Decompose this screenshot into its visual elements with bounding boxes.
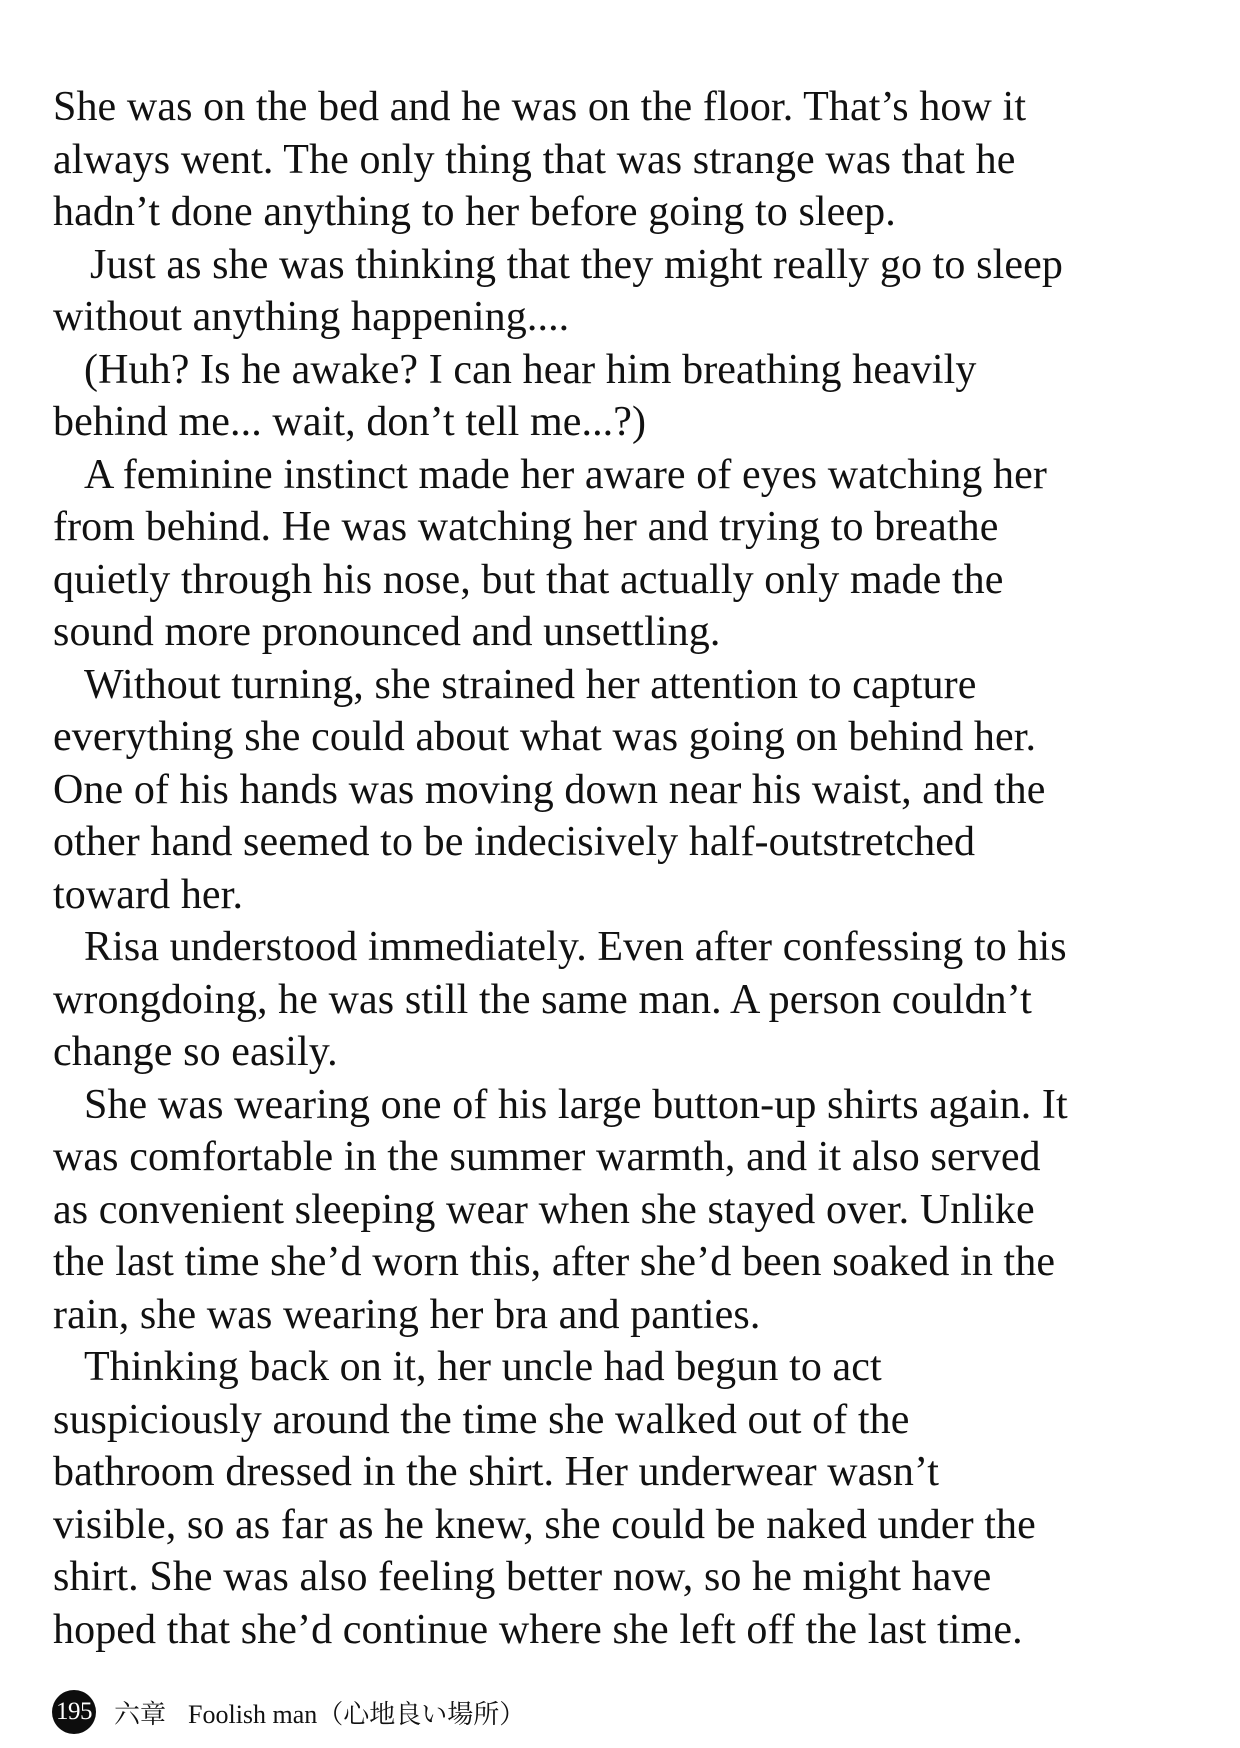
text-line: as convenient sleeping wear when she stayed over. Unlike [53, 1186, 1035, 1233]
text-line: behind me... wait, don’t tell me...?) [53, 399, 647, 445]
text-line: Thinking back on it, her uncle had begun to act [84, 1344, 882, 1390]
text-line: Risa understood immediately. Even after confessing to his [84, 924, 1067, 970]
chapter-label: 六章 [114, 1699, 167, 1729]
text-line: the last time she’d worn this, after she’d been soaked in the [53, 1239, 1056, 1285]
paragraph [53, 449, 1213, 659]
text-line: Without turning, she strained her attention to capture [84, 661, 977, 708]
paragraph [53, 344, 1213, 449]
paragraph [53, 239, 1213, 344]
text-line: quietly through his nose, but that actually only made the [53, 556, 1004, 603]
paragraph [53, 1341, 1213, 1656]
text-line: Just as she was thinking that they might really go to sleep [90, 241, 1063, 288]
text-line: hoped that she’d continue where she left off the last time. [53, 1606, 1023, 1653]
text-line: wrongdoing, he was still the same man. A person couldn’t [53, 976, 1032, 1023]
text-line: from behind. He was watching her and trying to breathe [53, 504, 999, 550]
text-line: other hand seemed to be indecisively half-outstretched [53, 819, 976, 865]
text-line: change so easily. [53, 1029, 338, 1075]
text-line: A feminine instinct made her aware of eyes watching her [84, 451, 1047, 498]
page-number-badge: 195 [52, 1690, 96, 1734]
text-line: everything she could about what was going on behind her. [53, 714, 1037, 760]
paragraph [53, 659, 1213, 922]
text-line: rain, she was wearing her bra and panties. [53, 1291, 761, 1338]
paragraph [53, 921, 1213, 1079]
text-line: One of his hands was moving down near his waist, and the [53, 766, 1046, 813]
text-line: was comfortable in the summer warmth, and it also served [53, 1134, 1041, 1180]
page-body [53, 81, 1213, 1656]
chapter-title: Foolish man（心地良い場所） [188, 1699, 526, 1729]
text-line: always went. The only thing that was strange was that he [53, 136, 1016, 183]
text-line: suspiciously around the time she walked out of the [53, 1396, 910, 1443]
text-line: She was on the bed and he was on the floor. That’s how it [53, 84, 1027, 130]
text-line: sound more pronounced and unsettling. [53, 609, 721, 655]
text-line: She was wearing one of his large button-up shirts again. It [84, 1081, 1068, 1128]
text-line: bathroom dressed in the shirt. Her underwear wasn’t [53, 1449, 940, 1495]
text-line: shirt. She was also feeling better now, so he might have [53, 1554, 992, 1600]
text-line: toward her. [53, 871, 244, 918]
text-line: (Huh? Is he awake? I can hear him breathing heavily [84, 346, 977, 393]
text-line: without anything happening.... [53, 294, 570, 340]
text-line: visible, so as far as he knew, she could be naked under the [53, 1501, 1036, 1548]
text-line: hadn’t done anything to her before going to sleep. [53, 189, 896, 235]
page-footer [52, 1690, 525, 1734]
paragraph [53, 81, 1213, 239]
paragraph [53, 1079, 1213, 1342]
